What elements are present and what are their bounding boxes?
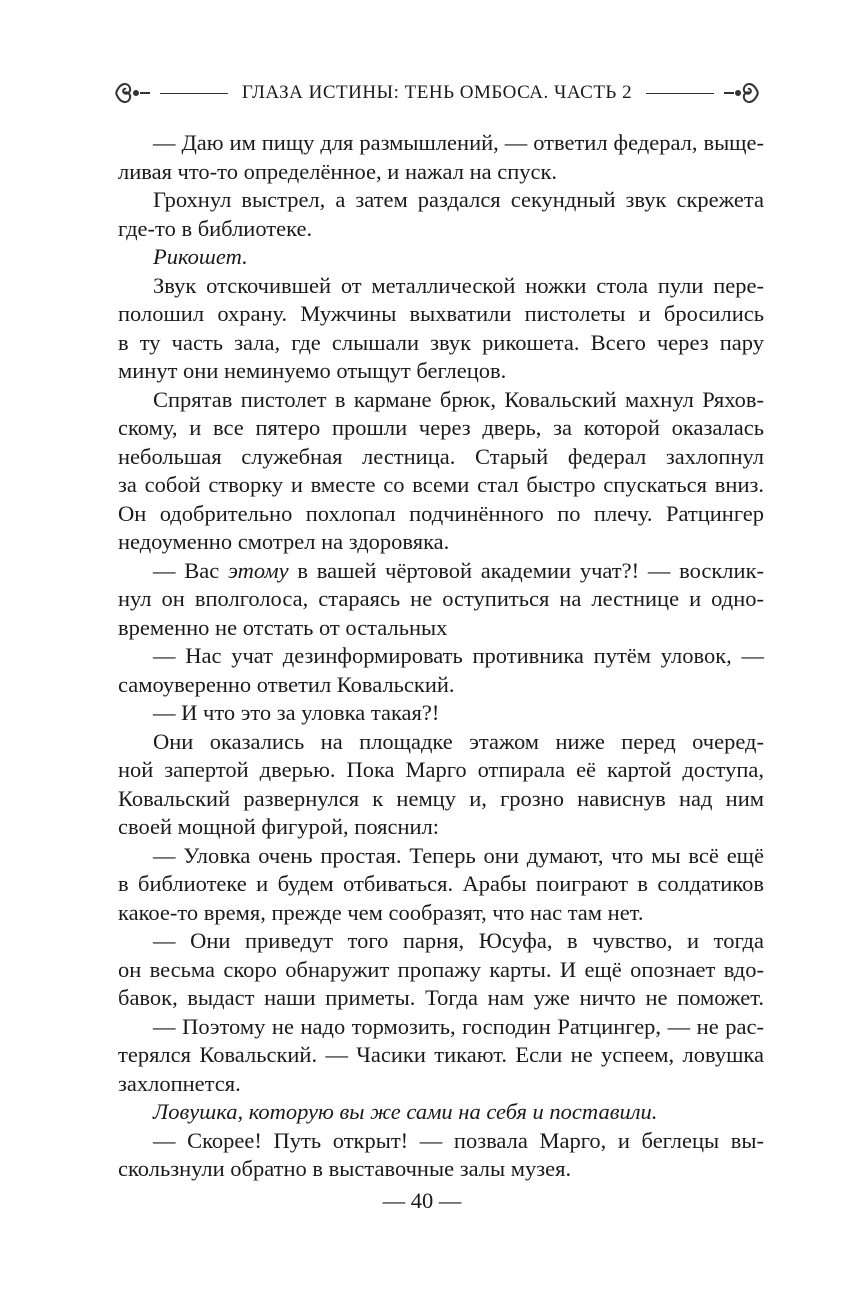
text-line: где-то в библиотеке. <box>118 215 313 241</box>
text-line: — Поэтому не надо тормозить, господин Ратцингер, — не рас- <box>153 1013 764 1039</box>
text-line: ливая что-то определённое, и нажал на спуск. <box>118 158 558 184</box>
paragraph <box>118 129 764 186</box>
text-line: в ту часть зала, где слышали звук рикошета. Всего через пару <box>118 329 764 355</box>
paragraph <box>118 699 764 728</box>
text-fragment: — Вас <box>153 557 228 583</box>
text-line: — Уловка очень простая. Теперь они думают, что мы всё ещё <box>153 842 764 868</box>
text-line: — Нас учат дезинформировать противника путём уловок, — <box>153 643 764 668</box>
paragraph <box>118 728 764 842</box>
paragraph <box>118 1013 764 1099</box>
paragraph <box>118 1127 764 1184</box>
right-ornament-icon <box>722 76 762 110</box>
text-line: ной запертой дверью. Пока Марго отпирала её картой доступа, <box>118 757 764 782</box>
italic-line: Рикошет. <box>153 244 248 269</box>
text-line: полошил охрану. Мужчины выхватили пистолеты и бросились <box>118 301 764 326</box>
paragraph <box>118 272 764 386</box>
header-rule-left <box>160 93 228 94</box>
text-line: временно не отстать от остальных <box>118 614 448 640</box>
text-line: бавок, выдаст наши приметы. Тогда нам уже ничто не поможет. <box>118 985 764 1010</box>
text-line: самоуверенно ответил Ковальский. <box>118 671 455 697</box>
text-line: Звук отскочившей от металлической ножки стола пули пере- <box>153 272 764 298</box>
paragraph <box>118 642 764 699</box>
running-title: ГЛАЗА ИСТИНЫ: ТЕНЬ ОМБОСА. ЧАСТЬ 2 <box>241 82 633 103</box>
text-line: Спрятав пистолет в кармане брюк, Ковальский махнул Ряхов- <box>153 386 764 412</box>
text-line: минут они неминуемо отыщут беглецов. <box>118 358 507 383</box>
text-line: — Даю им пищу для размышлений, — ответил федерал, выще- <box>153 130 764 155</box>
text-line: терялся Ковальский. — Часики тикают. Если не успеем, ловушка <box>118 1042 764 1067</box>
body-text <box>118 129 764 1184</box>
text-line: какое-то время, прежде чем сообразят, что нас там нет. <box>118 899 644 925</box>
text-line: — Они приведут того парня, Юсуфа, в чувство, и тогда <box>153 928 764 953</box>
paragraph <box>118 243 764 272</box>
italic-word: этому <box>228 557 289 583</box>
paragraph <box>118 557 764 643</box>
left-ornament-icon <box>112 76 152 110</box>
text-line <box>118 557 764 586</box>
text-line: Они оказались на площадке этажом ниже перед очеред- <box>153 728 764 754</box>
page-number: — 40 — <box>382 1188 462 1213</box>
text-line: за собой створку и вместе со всеми стал быстро спускаться вниз. <box>118 472 764 497</box>
text-line: Он одобрительно похлопал подчинённого по плечу. Ратцингер <box>118 500 764 526</box>
text-line: — И что это за уловка такая?! <box>153 700 440 725</box>
running-header <box>112 76 762 110</box>
text-line: своей мощной фигурой, пояснил: <box>118 814 440 839</box>
paragraph <box>118 386 764 557</box>
italic-line: Ловушка, которую вы же сами на себя и поставили. <box>153 1099 658 1124</box>
text-line: нул он вполголоса, стараясь не оступиться на лестнице и одно- <box>118 586 764 611</box>
text-fragment: в вашей чёртовой академии учат?! — восклик- <box>288 557 764 583</box>
text-line: скому, и все пятеро прошли через дверь, за которой оказалась <box>118 415 764 440</box>
text-line: — Скорее! Путь открыт! — позвала Марго, и беглецы вы- <box>153 1127 764 1153</box>
text-line: недоуменно смотрел на здоровяка. <box>118 529 450 554</box>
paragraph <box>118 186 764 243</box>
text-line: Ковальский развернулся к немцу и, грозно нависнув над ним <box>118 785 764 811</box>
header-rule-right <box>646 93 714 94</box>
text-line: небольшая служебная лестница. Старый федерал захлопнул <box>118 443 764 469</box>
text-line: скользнули обратно в выставочные залы музея. <box>118 1156 572 1181</box>
paragraph <box>118 927 764 1013</box>
text-line: он весьма скоро обнаружит пропажу карты. И ещё опознает вдо- <box>118 956 764 982</box>
text-line: Грохнул выстрел, а затем раздался секундный звук скрежета <box>153 187 764 212</box>
text-line: в библиотеке и будем отбиваться. Арабы поиграют в солдатиков <box>118 871 764 896</box>
paragraph <box>118 1098 764 1127</box>
paragraph <box>118 842 764 928</box>
text-line: захлопнется. <box>118 1070 241 1096</box>
